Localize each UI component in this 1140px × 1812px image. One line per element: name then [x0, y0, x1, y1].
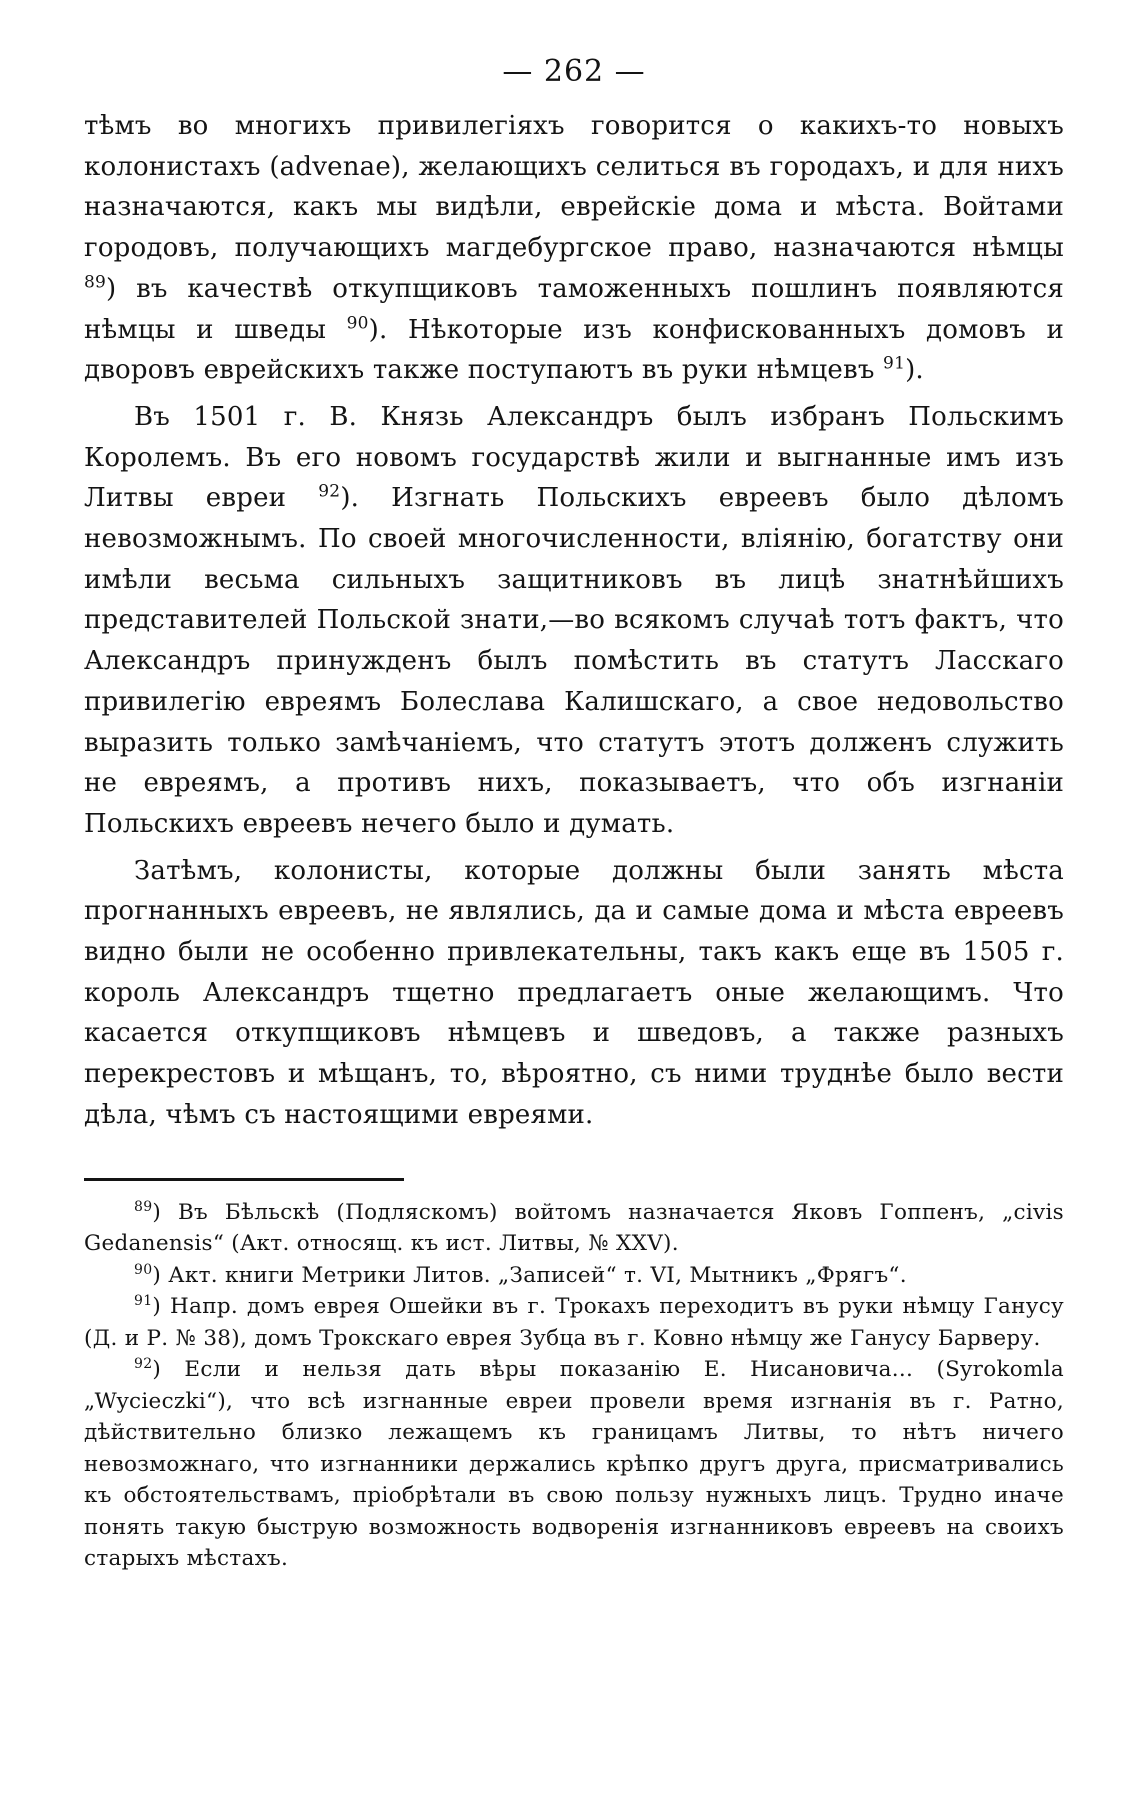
paragraph-text: ). Нѣкоторые изъ конфискованныхъ домовъ и дворовъ еврейскихъ также поступаютъ въ руки нѣмцевъ — [84, 314, 1065, 386]
footnote-text: ) Акт. книги Метрики Литов. „Записей“ т. VI, Мытникъ „Фрягъ“. — [152, 1262, 907, 1288]
paragraph-text: Въ 1501 г. В. Князь Александръ былъ избранъ Польскимъ Королемъ. Въ его новомъ государствѣ жили и выгнанные имъ изъ Литвы евреи — [84, 401, 1064, 514]
paragraph-2 — [84, 397, 1064, 845]
page-number: — 262 — — [502, 54, 646, 89]
footnotes — [84, 1197, 1064, 1575]
footnote-number: 91 — [134, 1292, 153, 1309]
footnote-number: 89 — [134, 1198, 153, 1215]
footnote-number: 90 — [134, 1261, 153, 1278]
footnote-ref-92: 92 — [318, 481, 341, 502]
paragraph-text: ) въ качествѣ откупщиковъ таможенныхъ пошлинъ появляются нѣмцы и шведы — [84, 273, 1064, 345]
footnote-text: ) Напр. домъ еврея Ошейки въ г. Трокахъ переходитъ въ руки нѣмцу Ганусу (Д. и Р. № 38), домъ Трокскаго еврея Зубца въ г. Ковно нѣмцу же Ганусу Барверу. — [84, 1294, 1064, 1351]
footnote-separator — [84, 1178, 404, 1181]
paragraph-3 — [84, 851, 1064, 1136]
paragraph-text: ). — [905, 355, 924, 386]
paragraph-1 — [84, 106, 1064, 391]
book-page — [84, 52, 1064, 1792]
paragraph-text: Затѣмъ, колонисты, которые должны были занять мѣста прогнанныхъ евреевъ, не являлись, да и самые дома и мѣста евреевъ видно были не особенно привлекательны, такъ какъ еще въ 1505 г. король Александръ тщетно предлагаетъ оные желающимъ. Что касается откупщиковъ нѣмцевъ и шведовъ, а также разныхъ перекрестовъ и мѣщанъ, то, вѣроятно, съ ними труднѣе было вести дѣла, чѣмъ съ настоящими евреями. — [84, 855, 1064, 1130]
footnote-number: 92 — [134, 1355, 153, 1372]
footnote-ref-90: 90 — [346, 312, 369, 333]
paragraph-text: тѣмъ во многихъ привилегіяхъ говорится о какихъ-то новыхъ колонистахъ (advenae), желающихъ селиться въ городахъ, и для нихъ назначаются, какъ мы видѣли, еврейскіе дома и мѣста. Войтами городовъ, получающихъ магдебургское право, назначаются нѣмцы — [84, 111, 1064, 264]
footnote-ref-91: 91 — [883, 353, 906, 374]
main-text — [84, 106, 1064, 1136]
footnote-89 — [84, 1197, 1064, 1260]
footnote-text: ) Если и нельзя дать вѣры показанію Е. Нисановича... (Syrokomla „Wycieczki“), что всѣ изгнанные евреи провели время изгнанія въ г. Ратно, дѣйствительно близко лежащемъ къ границамъ Литвы, то нѣтъ ничего невозможнаго, что изгнанники держались крѣпко другъ друга, присматривались къ обстоятельствамъ, пріобрѣтали въ свою пользу нужныхъ лицъ. Трудно иначе понять такую быструю возможность водворенія изгнанниковъ евреевъ на своихъ старыхъ мѣстахъ. — [84, 1357, 1064, 1572]
footnote-ref-89: 89 — [84, 272, 107, 293]
paragraph-text: ). Изгнать Польскихъ евреевъ было дѣломъ невозможнымъ. По своей многочисленности, вліянію, богатству они имѣли весьма сильныхъ защитниковъ въ лицѣ знатнѣйшихъ представителей Польской знати,—во всякомъ случаѣ тотъ фактъ, что Александръ принужденъ былъ помѣстить въ статутъ Ласскаго привилегію евреямъ Болеслава Калишскаго, а свое недовольство выразить только замѣчаніемъ, что статутъ этотъ долженъ служить не евреямъ, а противъ нихъ, показываетъ, что объ изгнаніи Польскихъ евреевъ нечего было и думать. — [84, 483, 1064, 839]
footnote-92 — [84, 1354, 1064, 1575]
footnote-91 — [84, 1291, 1064, 1354]
footnote-90 — [84, 1260, 1064, 1292]
footnote-text: ) Въ Бѣльскѣ (Подляскомъ) войтомъ назначается Яковъ Гоппенъ, „civis Gedanensis“ (Акт. относящ. къ ист. Литвы, № XXV). — [84, 1199, 1064, 1257]
